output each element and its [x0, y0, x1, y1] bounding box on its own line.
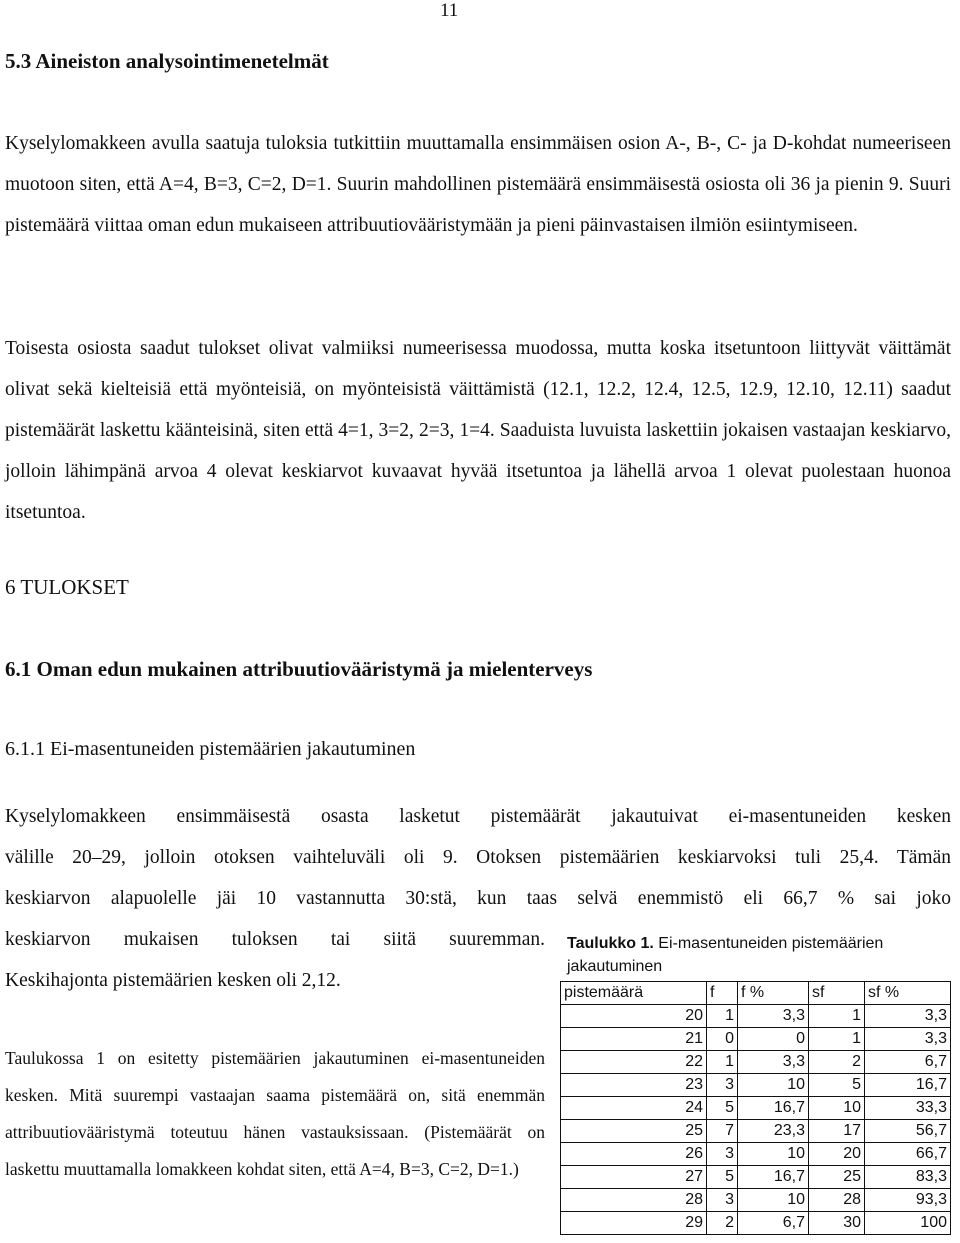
subsubsection-heading: 6.1.1 Ei-masentuneiden pistemäärien jakautuminen [5, 738, 416, 760]
paragraph-line: keskiarvon alapuolelle jäi 10 vastannutta 30:stä, kun taas selvä enemmistö eli 66,7 % sai joko [5, 888, 951, 909]
header-sf: sf [809, 982, 865, 1005]
table-cell: 20 [561, 1005, 707, 1028]
table-cell: 3,3 [738, 1051, 809, 1074]
table-cell: 10 [738, 1189, 809, 1212]
distribution-table [560, 981, 951, 1235]
table-cell: 21 [561, 1028, 707, 1051]
table-cell: 26 [561, 1143, 707, 1166]
table-cell: 33,3 [865, 1097, 951, 1120]
table-cell: 5 [707, 1097, 738, 1120]
table-cell: 5 [707, 1166, 738, 1189]
paragraph-table-description: Taulukossa 1 on esitetty pistemäärien jakautuminen ei-masentuneiden kesken. Mitä suurempi vastaajan saama pistemäärä on, sitä enemmän attribuutiovääristymä toteutuu hänen vastauksissaan. (Pistemäärät on laskettu muuttamalla lomakkeen kohdat siten, että A=4, B=3, C=2, D=1.) [5, 1048, 545, 1179]
table-cell: 24 [561, 1097, 707, 1120]
table-cell: 28 [561, 1189, 707, 1212]
table-cell: 3 [707, 1143, 738, 1166]
table-cell: 3 [707, 1074, 738, 1097]
table-cell: 25 [561, 1120, 707, 1143]
section-heading: 5.3 Aineiston analysointimenetelmät [5, 49, 329, 73]
table-cell: 3,3 [865, 1005, 951, 1028]
table-cell: 1 [809, 1005, 865, 1028]
table-cell: 27 [561, 1166, 707, 1189]
table-row [561, 1189, 951, 1212]
table-caption-label: Taulukko 1. [567, 935, 654, 952]
table-cell: 3,3 [738, 1005, 809, 1028]
table-row [561, 1212, 951, 1235]
table-cell: 10 [738, 1074, 809, 1097]
table-cell: 5 [809, 1074, 865, 1097]
table-cell: 17 [809, 1120, 865, 1143]
table-cell: 10 [738, 1143, 809, 1166]
table-cell: 23,3 [738, 1120, 809, 1143]
table-cell: 16,7 [738, 1166, 809, 1189]
table-cell: 3,3 [865, 1028, 951, 1051]
table-cell: 25 [809, 1166, 865, 1189]
table-cell: 23 [561, 1074, 707, 1097]
table-header-row [561, 982, 951, 1005]
paragraph-analysis-method [5, 123, 951, 246]
table-cell: 16,7 [738, 1097, 809, 1120]
table-cell: 20 [809, 1143, 865, 1166]
table-row [561, 1028, 951, 1051]
table-cell: 3 [707, 1189, 738, 1212]
header-sf-percent: sf % [865, 982, 951, 1005]
table-row [561, 1097, 951, 1120]
table-cell: 6,7 [738, 1212, 809, 1235]
table-cell: 16,7 [865, 1074, 951, 1097]
table-row [561, 1005, 951, 1028]
table-cell: 1 [707, 1005, 738, 1028]
page-number: 11 [440, 0, 459, 21]
paragraph-text: Toisesta osiosta saadut tulokset olivat valmiiksi numeerisessa muodossa, mutta koska itsetuntoon liittyvät väittämät olivat sekä kielteisiä että myönteisiä, on myönteisistä väittämistä (12.1, 12.2, 12.4, 12.5, 12.9, 12.10, 12.11) saadut pistemäärät laskettu käänteisinä, siten että 4=1, 3=2, 2=3, 1=4. Saaduista luvuista laskettiin jokaisen vastaajan keskiarvo, jolloin lähimpänä arvoa 4 olevat keskiarvot kuvaavat hyvää itsetuntoa ja lähellä arvoa 1 olevat puolestaan huonoa itsetuntoa. [5, 338, 951, 523]
table-cell: 1 [809, 1028, 865, 1051]
table-cell: 2 [707, 1212, 738, 1235]
header-f-percent: f % [738, 982, 809, 1005]
table-cell: 0 [707, 1028, 738, 1051]
table-cell: 28 [809, 1189, 865, 1212]
table-cell: 6,7 [865, 1051, 951, 1074]
table-row [561, 1166, 951, 1189]
table-cell: 30 [809, 1212, 865, 1235]
table-cell: 93,3 [865, 1189, 951, 1212]
paragraph-line: keskiarvon mukaisen tuloksen tai siitä suuremman. [5, 929, 545, 950]
header-f: f [707, 982, 738, 1005]
table-cell: 2 [809, 1051, 865, 1074]
header-score: pistemäärä [561, 982, 707, 1005]
table-cell: 22 [561, 1051, 707, 1074]
paragraph-line: Keskihajonta pistemäärien kesken oli 2,12. [5, 970, 341, 991]
table-cell: 29 [561, 1212, 707, 1235]
results-heading: 6 TULOKSET [5, 575, 129, 599]
table-caption [567, 932, 957, 978]
paragraph-line: Kyselylomakkeen ensimmäisestä osasta lasketut pistemäärät jakautuivat ei-masentuneiden kesken [5, 806, 951, 827]
table-row [561, 1120, 951, 1143]
paragraph-text: Kyselylomakkeen avulla saatuja tuloksia tutkittiin muuttamalla ensimmäisen osion A-, B-, C- ja D-kohdat numeeriseen muotoon siten, että A=4, B=3, C=2, D=1. Suurin mahdollinen pistemäärä ensimmäisestä osiosta oli 36 ja pienin 9. Suuri pistemäärä viittaa oman edun mukaiseen attribuutiovääristymään ja pieni päinvastaisen ilmiön esiintymiseen. [5, 133, 951, 236]
table-cell: 83,3 [865, 1166, 951, 1189]
paragraph-self-esteem-scoring [5, 328, 951, 533]
table-cell: 10 [809, 1097, 865, 1120]
table-row [561, 1074, 951, 1097]
table-cell: 66,7 [865, 1143, 951, 1166]
table-cell: 1 [707, 1051, 738, 1074]
table-caption-text: Ei-masentuneiden pistemäärien jakautuminen [567, 935, 884, 975]
table-cell: 0 [738, 1028, 809, 1051]
table-row [561, 1143, 951, 1166]
paragraph-line: välille 20–29, jolloin otoksen vaihteluväli oli 9. Otoksen pistemäärien keskiarvoksi tuli 25,4. Tämän [5, 847, 951, 868]
subsection-heading: 6.1 Oman edun mukainen attribuutiovääristymä ja mielenterveys [5, 657, 593, 681]
table-cell: 7 [707, 1120, 738, 1143]
table-cell: 100 [865, 1212, 951, 1235]
table-row [561, 1051, 951, 1074]
table-cell: 56,7 [865, 1120, 951, 1143]
